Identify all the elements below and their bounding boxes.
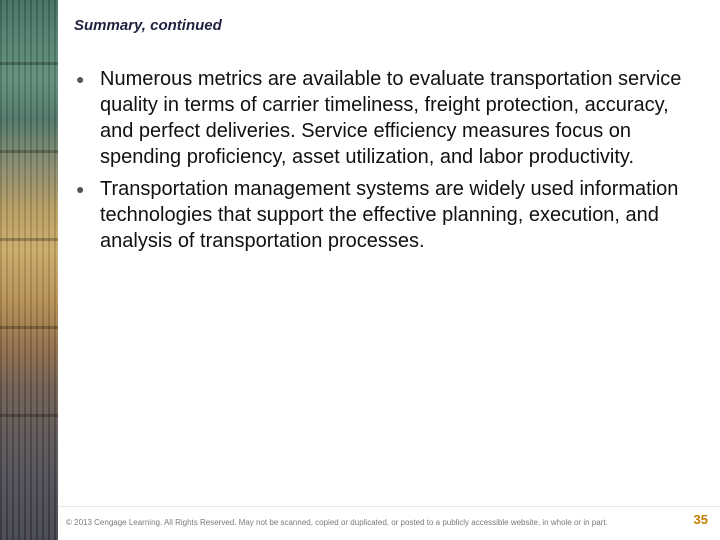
footer-divider	[58, 506, 720, 507]
container-rib	[0, 62, 58, 65]
bullet-list	[76, 66, 686, 260]
copyright-notice: © 2013 Cengage Learning. All Rights Reserved. May not be scanned, copied or duplicated, or posted to a publicly accessible website, in whole or in part.	[66, 518, 608, 527]
bullet-item	[76, 176, 686, 254]
container-rib	[0, 238, 58, 241]
decorative-container-image	[0, 0, 58, 540]
page-number: 35	[693, 512, 708, 527]
bullet-item	[76, 66, 686, 170]
slide-title: Summary, continued	[74, 17, 222, 34]
bullet-text: Transportation management systems are widely used information technologies that support the effective planning, execution, and analysis of transportation processes.	[100, 178, 679, 252]
bullet-dot-icon: ●	[76, 181, 85, 197]
container-rib	[0, 326, 58, 329]
container-rib	[0, 150, 58, 153]
bullet-dot-icon: ●	[76, 71, 85, 87]
bullet-text: Numerous metrics are available to evaluate transportation service quality in terms of carrier timeliness, freight protection, accuracy, and perfect deliveries. Service efficiency measures focus on spending proficiency, asset utilization, and labor productivity.	[100, 68, 682, 168]
container-rib	[0, 414, 58, 417]
